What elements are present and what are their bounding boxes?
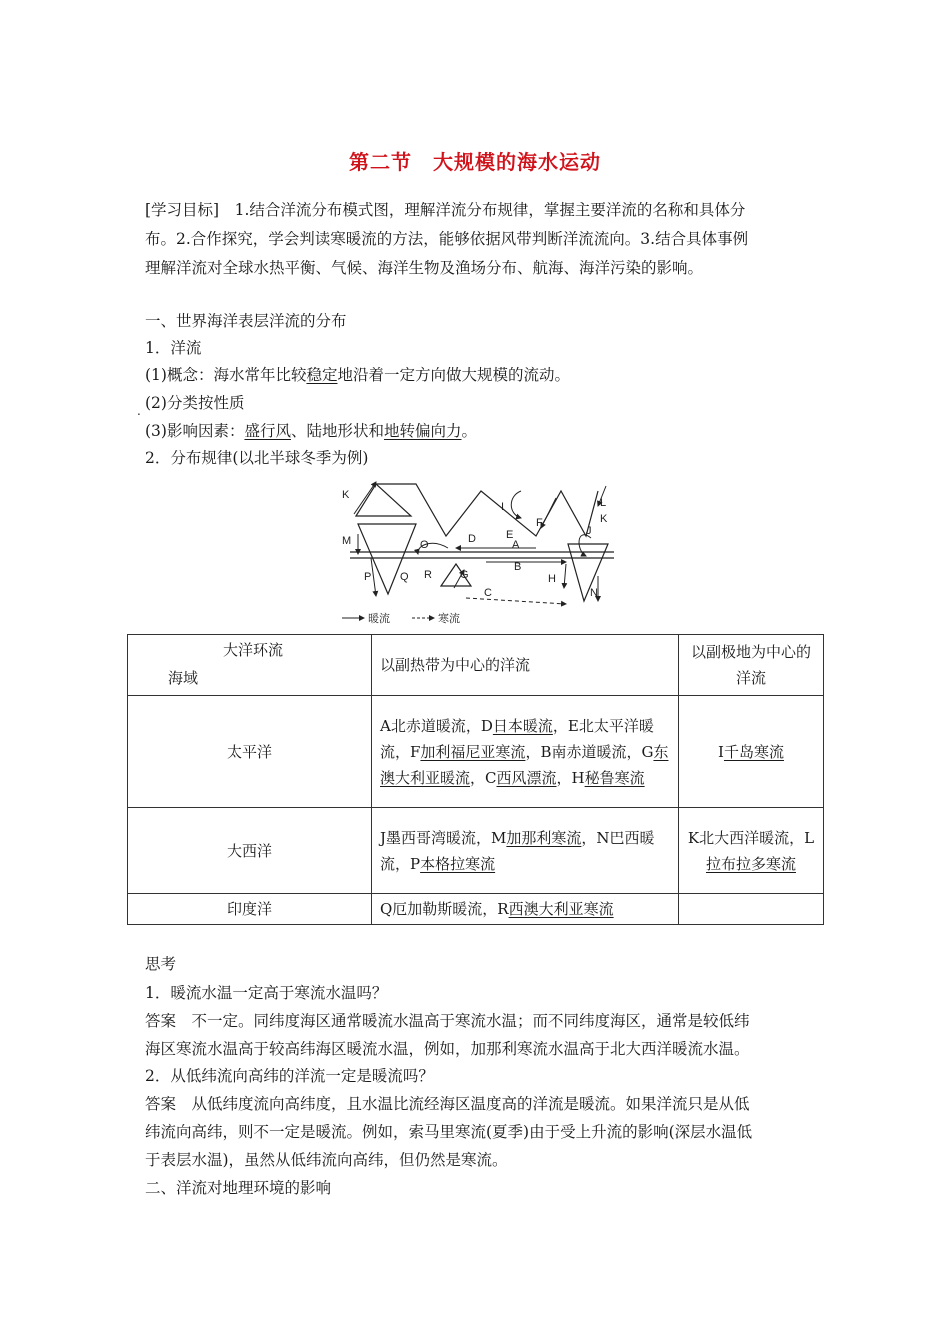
row-indian-subtropical: Q厄加勒斯暖流，R西澳大利亚寒流: [372, 894, 679, 925]
label-n: N: [590, 587, 598, 599]
row-atlantic-subpolar: K北大西洋暖流，L拉布拉多寒流: [679, 808, 824, 894]
class-line: (2)分类按性质: [145, 394, 245, 412]
think-a2-line-2: 纬流向高纬，则不一定是暖流。例如，索马里寒流(夏季)由于受上升流的影响(深层水温低: [145, 1123, 753, 1141]
arrow-c: [466, 598, 566, 604]
arrow-i: [511, 491, 521, 518]
factor-answer-wind: 盛行风: [244, 422, 291, 440]
label-r: R: [424, 569, 432, 581]
page-title: 第二节 大规模的海水运动: [349, 150, 601, 174]
header-corner-top: 大洋环流: [223, 641, 284, 659]
label-i: I: [501, 501, 505, 513]
arrow-k: [354, 482, 376, 514]
concept-post: 地沿着一定方向做大规模的流动。: [337, 366, 570, 384]
arrow-h: [564, 564, 566, 588]
label-l: L: [600, 497, 607, 509]
objectives-line-3: 理解洋流对全球水热平衡、气候、海洋生物及渔场分布、航海、海洋污染的影响。: [145, 259, 704, 277]
objectives-line-1: [学习目标] 1.结合洋流分布模式图，理解洋流分布规律，掌握主要洋流的名称和具体分: [145, 201, 746, 219]
row-indian-subpolar: [679, 894, 824, 925]
label-j: J: [586, 525, 592, 537]
legend-cold-label: 寒流: [438, 613, 460, 625]
concept-answer: 稳定: [306, 366, 338, 384]
label-d: D: [468, 533, 476, 545]
label-o: O: [420, 539, 429, 551]
west-continent-upper: [356, 484, 411, 516]
label-m: M: [342, 535, 352, 547]
west-continent-lower: [358, 524, 416, 594]
label-p: P: [364, 571, 372, 583]
think-q1: 1．暖流水温一定高于寒流水温吗？: [145, 984, 388, 1002]
row-pacific-name: 太平洋: [128, 696, 372, 808]
label-a: A: [512, 539, 520, 551]
think-a2-line-1: 答案 从低纬度流向高纬度，且水温比流经海区温度高的洋流是暖流。如果洋流只是从低: [145, 1095, 750, 1113]
table-row: [128, 808, 824, 894]
row-atlantic-subtropical: J墨西哥湾暖流，M加那利寒流，N巴西暖流，P本格拉寒流: [372, 808, 679, 894]
label-c: C: [484, 587, 492, 599]
think-a2-line-3: 于表层水温)，虽然从低纬流向高纬，但仍然是寒流。: [145, 1151, 508, 1169]
header-corner-cell: [128, 635, 372, 696]
ocean-current-diagram: [336, 476, 626, 626]
factor-line: [145, 421, 477, 441]
think-heading: 思考: [145, 955, 177, 973]
label-b: B: [514, 561, 522, 573]
objectives-line-2: 布。2.合作探究，学会判读寒暖流的方法，能够依据风带判断洋流流向。3.结合具体事例: [145, 230, 749, 248]
concept-pre: (1)概念：海水常年比较: [145, 366, 307, 384]
ocean-current-table: [127, 634, 824, 925]
row-indian-name: 印度洋: [128, 894, 372, 925]
think-q2: 2．从低纬流向高纬的洋流一定是暖流吗？: [145, 1067, 434, 1085]
section1-heading: 一、世界海洋表层洋流的分布: [145, 312, 347, 330]
legend-warm-label: 暖流: [368, 613, 390, 625]
factor-answer-coriolis: 地转偏向力: [384, 422, 462, 440]
header-subtropical: 以副热带为中心的洋流: [372, 635, 679, 696]
arrow-j: [579, 535, 591, 556]
label-e: E: [506, 529, 514, 541]
stray-dot: .: [137, 404, 141, 418]
table-row: [128, 696, 824, 808]
think-a1-line-1: 答案 不一定。同纬度海区通常暖流水温高于寒流水温；而不同纬度海区，通常是较低纬: [145, 1012, 750, 1030]
header-subpolar: 以副极地为中心的洋流: [679, 635, 824, 696]
section2-heading: 二、洋流对地理环境的影响: [145, 1179, 332, 1197]
factor-mid: 、陆地形状和: [290, 422, 384, 440]
header-corner-bottom: 海域: [168, 669, 199, 687]
arrow-f: [541, 498, 556, 528]
row-pacific-subpolar: I千岛寒流: [679, 696, 824, 808]
section1-item1: 1．洋流: [145, 339, 202, 357]
north-coast-line: [376, 484, 598, 536]
factor-post: 。: [461, 422, 478, 440]
row-pacific-subtropical: A北赤道暖流，D日本暖流，E北太平洋暖流，F加利福尼亚寒流，B南赤道暖流，G东澳大利亚暖流，C西风漂流，H秘鲁寒流: [372, 696, 679, 808]
label-k-east: K: [600, 513, 608, 525]
table-row: [128, 894, 824, 925]
row-atlantic-name: 大西洋: [128, 808, 372, 894]
label-h: H: [548, 573, 556, 585]
label-q: Q: [400, 571, 409, 583]
think-a1-line-2: 海区寒流水温高于较高纬海区暖流水温，例如，加那利寒流水温高于北大西洋暖流水温。: [145, 1040, 750, 1058]
table-header-row: [128, 635, 824, 696]
factor-pre: (3)影响因素：: [145, 422, 245, 440]
label-f: F: [536, 517, 543, 529]
label-k-west: K: [342, 489, 350, 501]
section1-item2: 2．分布规律(以北半球冬季为例): [145, 449, 369, 467]
label-g: G: [460, 569, 469, 581]
concept-line: [145, 365, 570, 385]
